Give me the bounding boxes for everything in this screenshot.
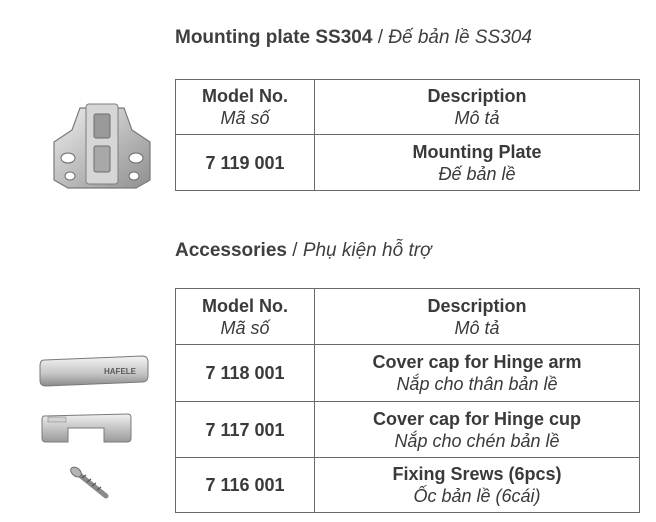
model-header-cell: Model No. Mã số [176,289,315,345]
table-header-row [176,80,640,135]
description-header-cell: Description Mô tả [315,80,640,135]
description-cell: Cover cap for Hinge cup Nắp cho chén bản lề [315,402,640,458]
description-cell: Fixing Srews (6pcs) Ốc bản lề (6cái) [315,458,640,513]
mounting-section-title: Mounting plate SS304 / Đế bản lề SS304 [175,27,532,48]
description-header-cell: Description Mô tả [315,289,640,345]
model-cell: 7 119 001 [176,135,315,191]
model-cell: 7 117 001 [176,402,315,458]
accessories-section-title: Accessories / Phụ kiện hỗ trợ [175,240,432,261]
cover-cap-arm-image [38,352,150,388]
description-cell: Cover cap for Hinge arm Nắp cho thân bản lề [315,345,640,402]
cover-cap-cup-image [40,410,132,444]
table-row [176,345,640,402]
svg-text:HAFELE: HAFELE [104,367,136,376]
table-row [176,458,640,513]
accessories-title-italic: Phụ kiện hỗ trợ [302,240,432,261]
accessories-table [175,288,640,513]
accessories-title-bold: Accessories [175,240,287,261]
model-cell: 7 116 001 [176,458,315,513]
model-cell: 7 118 001 [176,345,315,402]
mounting-table [175,79,640,191]
mounting-title-italic: Đế bản lề SS304 [388,27,532,48]
table-row [176,402,640,458]
table-row [176,135,640,191]
description-cell: Mounting Plate Đế bản lề [315,135,640,191]
mounting-plate-image [50,100,154,192]
fixing-screw-image [70,466,112,502]
table-header-row [176,289,640,345]
model-header-cell: Model No. Mã số [176,80,315,135]
mounting-title-bold: Mounting plate SS304 [175,27,373,48]
